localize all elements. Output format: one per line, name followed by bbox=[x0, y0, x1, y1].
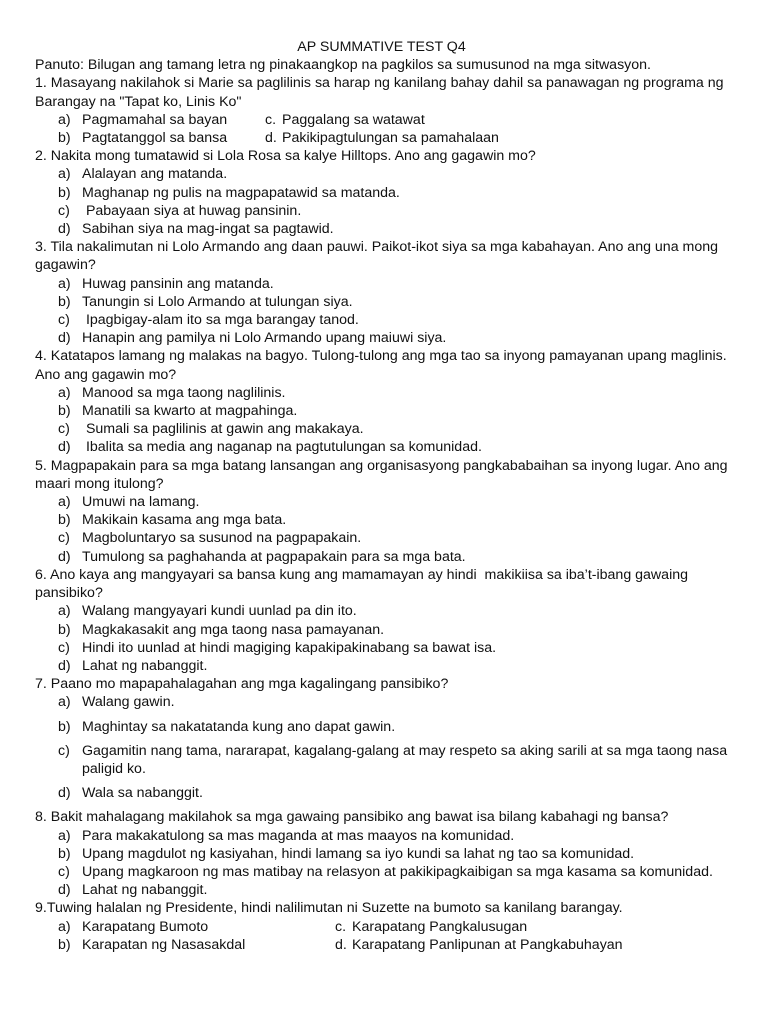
choice-letter: a) bbox=[58, 166, 71, 183]
choice-b[interactable] bbox=[35, 718, 748, 736]
question-8: 8. Bakit mahalagang makilahok sa mga gawaing pansibiko ang bawat isa bilang kabahagi ng bansa? bbox=[35, 809, 669, 826]
choice-text: Magkakasakit ang mga taong nasa pamayanan. bbox=[82, 621, 385, 638]
choice-letter: b) bbox=[58, 293, 71, 310]
choice-c[interactable] bbox=[35, 639, 748, 657]
choice-a[interactable] bbox=[35, 602, 748, 620]
choice-c[interactable] bbox=[265, 111, 425, 129]
choice-list bbox=[35, 693, 748, 802]
question-2: 2. Nakita mong tumatawid si Lola Rosa sa kalye Hilltops. Ano ang gagawin mo? bbox=[35, 148, 536, 165]
choice-c[interactable] bbox=[335, 918, 527, 936]
choice-row bbox=[35, 918, 748, 936]
choice-a[interactable] bbox=[35, 384, 748, 402]
choice-text: Hindi ito uunlad at hindi magiging kapakipakinabang sa bawat isa. bbox=[82, 639, 497, 656]
choice-letter: a) bbox=[58, 384, 71, 401]
choice-letter: d) bbox=[58, 330, 71, 347]
choice-list bbox=[35, 165, 748, 238]
page-title: AP SUMMATIVE TEST Q4 bbox=[297, 39, 466, 55]
choice-b[interactable] bbox=[35, 402, 748, 420]
choice-letter: b) bbox=[58, 184, 71, 201]
choice-a[interactable] bbox=[35, 827, 748, 845]
choice-b[interactable] bbox=[35, 184, 748, 202]
choice-c[interactable] bbox=[35, 529, 748, 547]
choice-text: Walang mangyayari kundi uunlad pa din ito. bbox=[82, 603, 357, 620]
choice-letter: a) bbox=[58, 494, 71, 511]
choice-letter: b) bbox=[58, 621, 71, 638]
question-7: 7. Paano mo mapapahalagahan ang mga kagalingang pansibiko? bbox=[35, 676, 449, 693]
choice-d[interactable] bbox=[335, 936, 623, 954]
choice-c[interactable] bbox=[35, 863, 748, 881]
choice-letter: a) bbox=[58, 275, 71, 292]
question-5: 5. Magpapakain para sa mga batang lansangan ang organisasyong pangkababaihan sa inyong lugar. Ano ang maari mong itulong? bbox=[35, 457, 728, 492]
choice-text: Upang magdulot ng kasiyahan, hindi lamang sa iyo kundi sa lahat ng tao sa komunidad. bbox=[82, 845, 635, 862]
choice-text: Manatili sa kwarto at magpahinga. bbox=[82, 403, 298, 420]
choice-c[interactable] bbox=[35, 420, 748, 438]
choice-letter: c. bbox=[265, 111, 277, 128]
choice-letter: c) bbox=[58, 312, 70, 329]
choice-d[interactable] bbox=[35, 329, 748, 347]
choice-text: Sumali sa paglilinis at gawin ang makakaya. bbox=[82, 421, 364, 438]
choice-letter: b) bbox=[58, 936, 71, 953]
choice-text: Karapatang Pangkalusugan bbox=[352, 918, 528, 935]
choice-letter: c) bbox=[58, 863, 70, 880]
question-3: 3. Tila nakalimutan ni Lolo Armando ang daan pauwi. Paikot-ikot siya sa mga kabahayan. Ano ang una mong gagawin? bbox=[35, 239, 719, 274]
choice-letter: d) bbox=[58, 657, 71, 674]
choice-c[interactable] bbox=[35, 202, 748, 220]
choice-b[interactable] bbox=[35, 936, 335, 954]
choice-text: Tumulong sa paghahanda at pagpapakain para sa mga bata. bbox=[82, 548, 466, 565]
choice-letter: b) bbox=[58, 130, 71, 147]
choice-text: Manood sa mga taong naglilinis. bbox=[82, 384, 286, 401]
choice-text: Pabayaan siya at huwag pansinin. bbox=[82, 202, 302, 219]
instruction-text: Panuto: Bilugan ang tamang letra ng pinakaangkop na pagkilos sa sumusunod na mga sitwasyon. bbox=[35, 57, 651, 74]
question-4: 4. Katatapos lamang ng malakas na bagyo. Tulong-tulong ang mga tao sa inyong pamayanan upang maglinis. Ano ang gagawin mo? bbox=[35, 348, 727, 383]
choice-d[interactable] bbox=[265, 129, 499, 147]
choice-a[interactable] bbox=[35, 693, 748, 711]
choice-text: Magboluntaryo sa susunod na pagpapakain. bbox=[82, 530, 362, 547]
choice-d[interactable] bbox=[35, 220, 748, 238]
choice-a[interactable] bbox=[35, 493, 748, 511]
choice-d[interactable] bbox=[35, 881, 748, 899]
choice-text: Ipagbigay-alam ito sa mga barangay tanod. bbox=[82, 312, 359, 329]
choice-b[interactable] bbox=[35, 129, 265, 147]
choice-a[interactable] bbox=[35, 918, 335, 936]
choice-text: Lahat ng nabanggit. bbox=[82, 882, 208, 899]
choice-text: Pakikipagtulungan sa pamahalaan bbox=[282, 130, 499, 147]
choice-letter: b) bbox=[58, 845, 71, 862]
choice-d[interactable] bbox=[35, 784, 748, 802]
choice-text: Gagamitin nang tama, nararapat, kagalang-galang at may respeto sa aking sarili at sa mga taong nasa paligid ko. bbox=[82, 742, 728, 777]
choice-text: Maghanap ng pulis na magpapatawid sa matanda. bbox=[82, 184, 400, 201]
choice-list bbox=[35, 602, 748, 675]
choice-text: Maghintay sa nakatatanda kung ano dapat gawin. bbox=[82, 718, 396, 735]
choice-text: Lahat ng nabanggit. bbox=[82, 657, 208, 674]
choice-letter: b) bbox=[58, 512, 71, 529]
choice-d[interactable] bbox=[35, 438, 748, 456]
choice-c[interactable] bbox=[35, 311, 748, 329]
choice-text: Hanapin ang pamilya ni Lolo Armando upang maiuwi siya. bbox=[82, 330, 447, 347]
question-6: 6. Ano kaya ang mangyayari sa bansa kung ang mamamayan ay hindi makikiisa sa iba’t-ibang gawaing pansibiko? bbox=[35, 566, 692, 602]
choice-text: Ibalita sa media ang naganap na pagtutulungan sa komunidad. bbox=[82, 439, 482, 456]
choice-letter: b) bbox=[58, 718, 71, 735]
choice-text: Tanungin si Lolo Armando at tulungan siya. bbox=[82, 293, 353, 310]
choice-text: Alalayan ang matanda. bbox=[82, 166, 228, 183]
choice-list bbox=[35, 827, 748, 900]
choice-text: Sabihan siya na mag-ingat sa pagtawid. bbox=[82, 221, 334, 238]
choice-letter: a) bbox=[58, 918, 71, 935]
choice-letter: d) bbox=[58, 439, 71, 456]
choice-letter: d. bbox=[335, 936, 347, 953]
choice-text: Huwag pansinin ang matanda. bbox=[82, 275, 274, 292]
choice-b[interactable] bbox=[35, 845, 748, 863]
choice-letter: c) bbox=[58, 639, 70, 656]
choice-list bbox=[35, 493, 748, 566]
choice-a[interactable] bbox=[35, 275, 748, 293]
choice-text: Wala sa nabanggit. bbox=[82, 785, 203, 802]
choice-letter: b) bbox=[58, 403, 71, 420]
choice-text: Karapatang Bumoto bbox=[82, 918, 209, 935]
choice-letter: c. bbox=[335, 918, 347, 935]
choice-text: Karapatang Panlipunan at Pangkabuhayan bbox=[352, 936, 623, 953]
choice-text: Upang magkaroon ng mas matibay na relasyon at pakikipagkaibigan sa mga kasama sa komunidad. bbox=[82, 863, 713, 880]
choice-letter: d) bbox=[58, 221, 71, 238]
choice-d[interactable] bbox=[35, 548, 748, 566]
choice-text: Walang gawin. bbox=[82, 694, 175, 711]
choice-letter: a) bbox=[58, 603, 71, 620]
choice-row bbox=[35, 936, 748, 954]
choice-letter: c) bbox=[58, 530, 70, 547]
choice-text: Paggalang sa watawat bbox=[282, 111, 425, 128]
choice-d[interactable] bbox=[35, 657, 748, 675]
choice-b[interactable] bbox=[35, 293, 748, 311]
question-9: 9.Tuwing halalan ng Presidente, hindi nalilimutan ni Suzette na bumoto sa kanilang barangay. bbox=[35, 900, 623, 917]
choice-letter: c) bbox=[58, 202, 70, 219]
question-1: 1. Masayang nakilahok si Marie sa paglilinis sa harap ng kanilang bahay dahil sa panawagan ng programa ng Barangay na "Tapat ko, Linis Ko" bbox=[35, 75, 724, 110]
choice-a[interactable] bbox=[35, 165, 748, 183]
choice-text: Makikain kasama ang mga bata. bbox=[82, 512, 287, 529]
choice-letter: a) bbox=[58, 111, 71, 128]
choice-letter: a) bbox=[58, 827, 71, 844]
choice-letter: d) bbox=[58, 548, 71, 565]
choice-letter: a) bbox=[58, 694, 71, 711]
choice-row bbox=[35, 129, 748, 147]
choice-c[interactable] bbox=[35, 742, 748, 778]
choice-letter: c) bbox=[58, 742, 70, 759]
choice-text: Karapatan ng Nasasakdal bbox=[82, 936, 246, 953]
choice-b[interactable] bbox=[35, 621, 748, 639]
choice-b[interactable] bbox=[35, 511, 748, 529]
choice-text: Para makakatulong sa mas maganda at mas maayos na komunidad. bbox=[82, 827, 515, 844]
choice-letter: d) bbox=[58, 882, 71, 899]
choice-text: Pagmamahal sa bayan bbox=[82, 111, 228, 128]
choice-letter: d. bbox=[265, 130, 277, 147]
choice-text: Pagtatanggol sa bansa bbox=[82, 130, 228, 147]
choice-letter: d) bbox=[58, 785, 71, 802]
choice-letter: c) bbox=[58, 421, 70, 438]
choice-list bbox=[35, 384, 748, 457]
choice-row bbox=[35, 111, 748, 129]
choice-text: Umuwi na lamang. bbox=[82, 494, 200, 511]
choice-a[interactable] bbox=[35, 111, 265, 129]
choice-list bbox=[35, 275, 748, 348]
